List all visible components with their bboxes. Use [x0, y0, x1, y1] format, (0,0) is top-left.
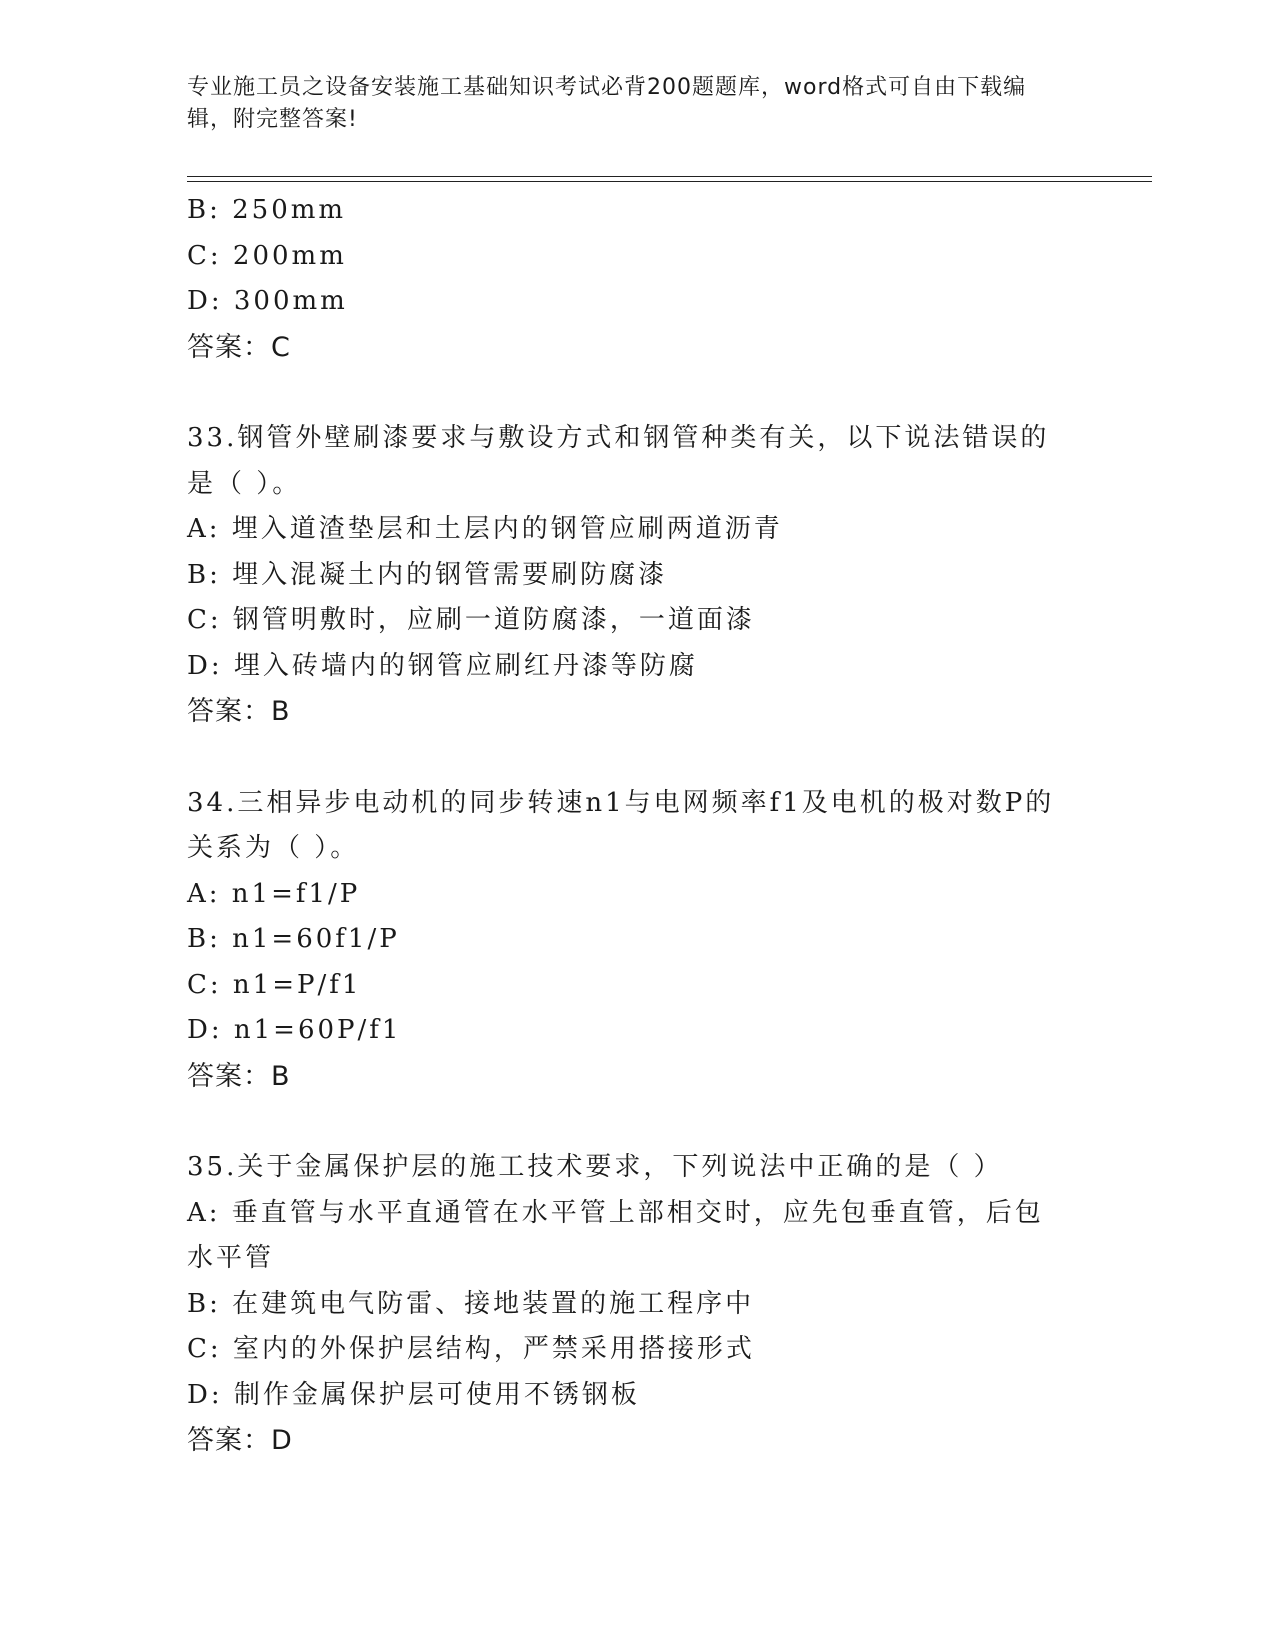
option-d: D: 300mm: [187, 286, 348, 316]
option-c: C: 室内的外保护层结构，严禁采用搭接形式: [187, 1334, 755, 1364]
question-text: 34.三相异步电动机的同步转速n1与电网频率f1及电机的极对数P的关系为（ ）。: [187, 787, 1055, 863]
document-header: 专业施工员之设备安装施工基础知识考试必背200题题库，word格式可自由下载编辑，附完整答案!: [187, 75, 1027, 132]
option-a: A: n1=f1/P: [187, 878, 361, 909]
question-fragment: [187, 188, 1087, 370]
document-body: [187, 188, 1087, 1464]
answer-line: 答案：C: [187, 331, 291, 363]
question-33: [187, 416, 1087, 735]
question-text: 33.钢管外壁刷漆要求与敷设方式和钢管种类有关，以下说法错误的是（ ）。: [187, 423, 1050, 499]
option-c: C: 200mm: [187, 240, 347, 271]
option-d: D: 埋入砖墙内的钢管应刷红丹漆等防腐: [187, 650, 698, 681]
answer-line: 答案：B: [187, 1060, 291, 1092]
question-34: [187, 781, 1087, 1100]
option-d: D: n1=60P/f1: [187, 1015, 402, 1045]
option-d: D: 制作金属保护层可使用不锈钢板: [187, 1379, 640, 1410]
option-b: B: 250mm: [187, 195, 347, 225]
option-b: B: n1=60f1/P: [187, 924, 400, 954]
question-35: [187, 1145, 1087, 1464]
answer-line: 答案：D: [187, 1425, 293, 1456]
option-c: C: 钢管明敷时，应刷一道防腐漆，一道面漆: [187, 605, 755, 635]
question-text: 35.关于金属保护层的施工技术要求，下列说法中正确的是（ ）: [187, 1152, 1003, 1182]
option-b: B: 在建筑电气防雷、接地装置的施工程序中: [187, 1288, 755, 1319]
option-a: A: 垂直管与水平直通管在水平管上部相交时，应先包垂直管，后包水平管: [187, 1197, 1044, 1273]
option-a: A: 埋入道渣垫层和土层内的钢管应刷两道沥青: [187, 514, 783, 544]
option-c: C: n1=P/f1: [187, 969, 362, 1000]
header-divider-top: [187, 176, 1152, 177]
header-divider-bottom: [187, 181, 1152, 182]
option-b: B: 埋入混凝土内的钢管需要刷防腐漆: [187, 559, 668, 590]
answer-line: 答案：B: [187, 696, 291, 727]
